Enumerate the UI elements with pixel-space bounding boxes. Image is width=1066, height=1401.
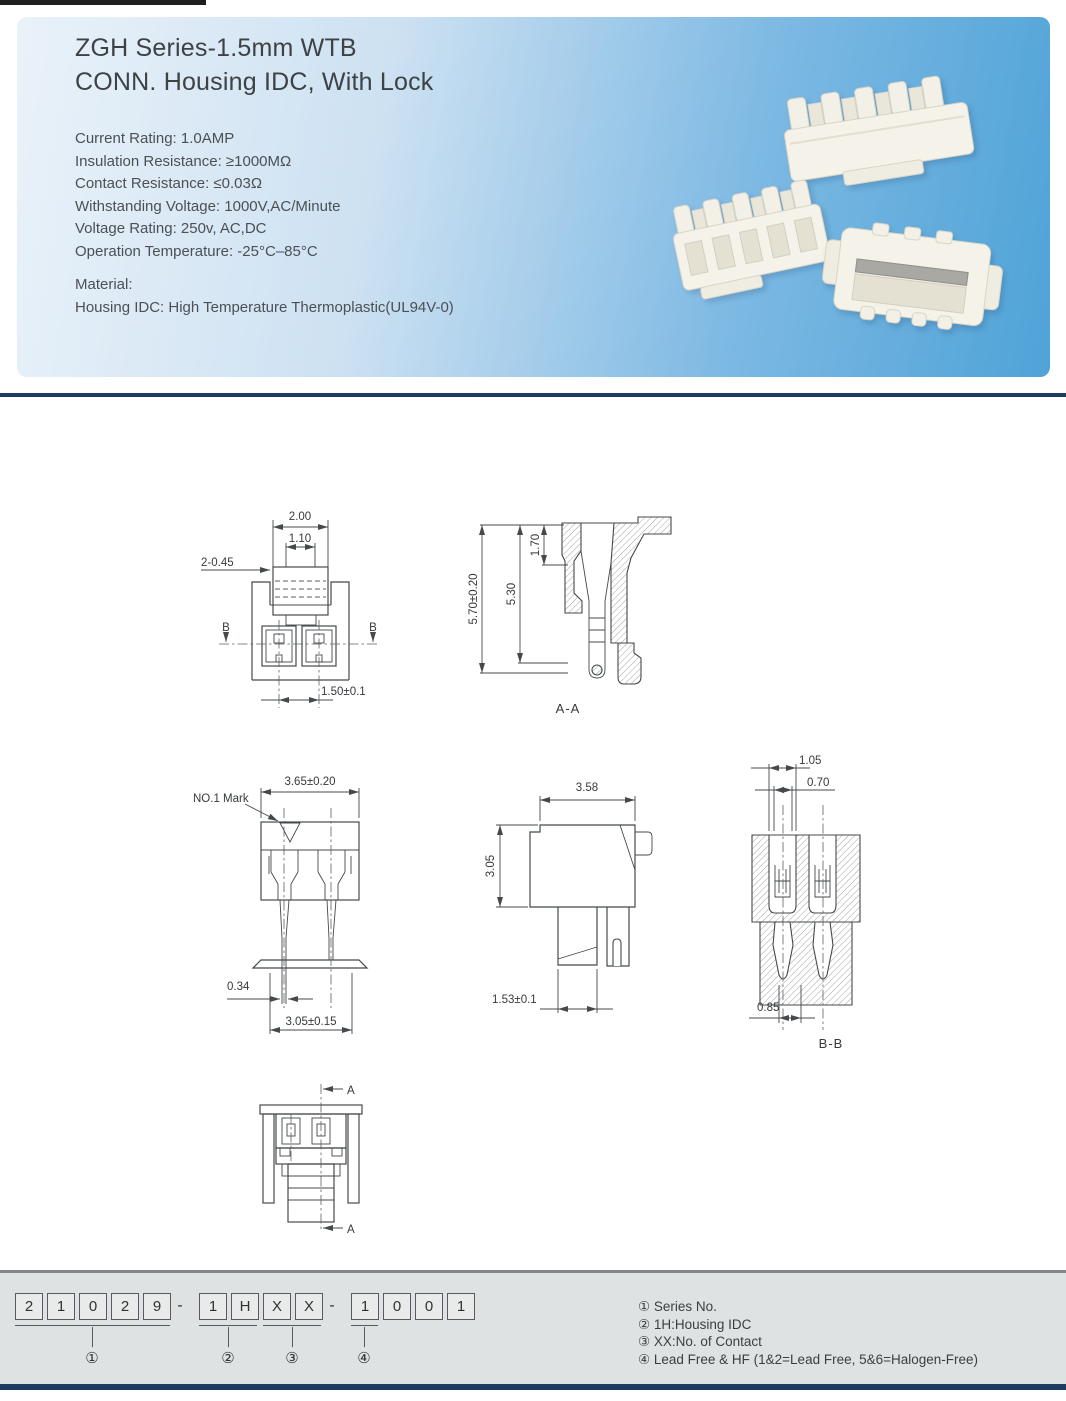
top-edge-strip — [0, 0, 206, 5]
pn-digit-box: 0 — [79, 1293, 107, 1320]
front-view-dimensions — [201, 511, 377, 700]
section-aa-profile — [562, 517, 671, 684]
connector-photo-left — [667, 178, 834, 303]
dim-label: 3.58 — [575, 782, 599, 794]
dim-label: 1.50±0.1 — [321, 686, 366, 698]
material-label: Material: — [75, 276, 133, 293]
spec-list — [75, 128, 340, 263]
drawing-section-aa — [468, 503, 738, 725]
pn-digit-box: 1 — [351, 1293, 379, 1320]
legend-item: ④ Lead Free & HF (1&2=Lead Free, 5&6=Halogen-Free) — [638, 1351, 979, 1367]
page-title-line1: ZGH Series-1.5mm WTB — [75, 34, 357, 62]
pn-digit-box: 1 — [199, 1293, 227, 1320]
page-title — [75, 31, 433, 99]
dim-label: 1.53±0.1 — [492, 994, 537, 1006]
material-block — [75, 274, 454, 319]
pn-digit-box: 0 — [383, 1293, 411, 1320]
connector-photo-right — [818, 217, 1006, 335]
page-title-line2: CONN. Housing IDC, With Lock — [75, 68, 434, 96]
pn-group-underline — [199, 1325, 257, 1326]
header-panel — [17, 17, 1050, 377]
connector-photo-top — [779, 72, 976, 194]
pn-digit-box: 0 — [415, 1293, 443, 1320]
drawing-section-bb — [735, 745, 947, 1063]
dim-label: 1.10 — [288, 533, 312, 545]
section-bb-profile — [752, 805, 860, 1030]
dim-label: 0.70 — [807, 777, 830, 789]
bottom-view-outline — [260, 1084, 362, 1230]
pn-group-marker: ③ — [285, 1350, 299, 1367]
dim-label: 3.05±0.15 — [285, 1016, 337, 1028]
side-view-dimensions — [485, 782, 635, 1013]
legend-item: ③ XX:No. of Contact — [638, 1334, 762, 1349]
dim-label: 3.05 — [485, 854, 497, 878]
pn-group-underline — [15, 1325, 170, 1326]
spec-line: Current Rating: 1.0AMP — [75, 130, 235, 147]
pn-group-marker: ④ — [357, 1350, 371, 1367]
part-number-legend — [638, 1298, 978, 1368]
pn-digit-box: 1 — [447, 1293, 475, 1320]
dim-label: 3.65±0.20 — [284, 776, 336, 788]
drawing-bottom-view — [250, 1070, 425, 1250]
section-marker: A — [347, 1085, 355, 1097]
section-marker: B — [222, 622, 230, 634]
pn-separator: - — [177, 1296, 183, 1314]
pn-group-marker: ② — [221, 1350, 235, 1367]
pn-digit-box: 9 — [143, 1293, 171, 1320]
spec-line: Voltage Rating: 250v, AC,DC — [75, 220, 267, 237]
pn-group-underline — [263, 1325, 321, 1326]
spec-line: Operation Temperature: -25°C–85°C — [75, 242, 318, 260]
dim-label: 2-0.45 — [201, 557, 234, 569]
section-marker: B — [369, 622, 377, 634]
part-number-code — [15, 1293, 535, 1378]
section-marker: A — [347, 1224, 355, 1236]
dim-label: 1.05 — [799, 755, 822, 767]
drawing-top-view — [183, 768, 428, 1063]
product-photo — [609, 59, 1064, 377]
material-value: Housing IDC: High Temperature Thermoplastic(UL94V-0) — [75, 298, 454, 316]
pn-leader-line — [364, 1327, 365, 1347]
section-divider — [0, 393, 1066, 397]
dim-label: 5.30 — [506, 582, 518, 606]
drawing-side-view — [480, 773, 700, 1038]
dim-label: 1.70 — [530, 533, 542, 557]
section-label: A-A — [555, 701, 581, 716]
mark-label: NO.1 Mark — [193, 793, 249, 805]
pn-digit-box: 2 — [15, 1293, 43, 1320]
legend-item: ① Series No. — [638, 1299, 717, 1314]
pn-digit-box: 1 — [47, 1293, 75, 1320]
dim-label: 2.00 — [288, 511, 312, 523]
dim-label: 0.85 — [757, 1002, 780, 1014]
part-number-panel — [0, 1270, 1066, 1384]
legend-item: ② 1H:Housing IDC — [638, 1316, 752, 1332]
pn-digit-box: 2 — [111, 1293, 139, 1320]
spec-line: Insulation Resistance: ≥1000MΩ — [75, 152, 292, 170]
pn-leader-line — [292, 1327, 293, 1347]
pn-digit-box: H — [231, 1293, 259, 1320]
pn-leader-line — [92, 1327, 93, 1347]
pn-separator: - — [329, 1296, 335, 1314]
drawing-front-view — [193, 503, 405, 718]
dim-label: 5.70±0.20 — [468, 573, 480, 625]
pn-group-underline — [351, 1325, 378, 1326]
pn-digit-box: X — [263, 1293, 291, 1320]
bottom-view-dimensions — [323, 1085, 355, 1236]
pn-group-marker: ① — [85, 1350, 99, 1367]
section-label: B-B — [818, 1036, 844, 1051]
top-view-dimensions — [193, 776, 359, 1034]
pn-leader-line — [228, 1327, 229, 1347]
side-view-outline — [530, 825, 652, 966]
spec-line: Contact Resistance: ≤0.03Ω — [75, 175, 263, 192]
spec-line: Withstanding Voltage: 1000V,AC/Minute — [75, 197, 341, 215]
dim-label: 0.34 — [227, 981, 250, 993]
pn-digit-box: X — [295, 1293, 323, 1320]
bottom-edge-line — [0, 1384, 1066, 1390]
